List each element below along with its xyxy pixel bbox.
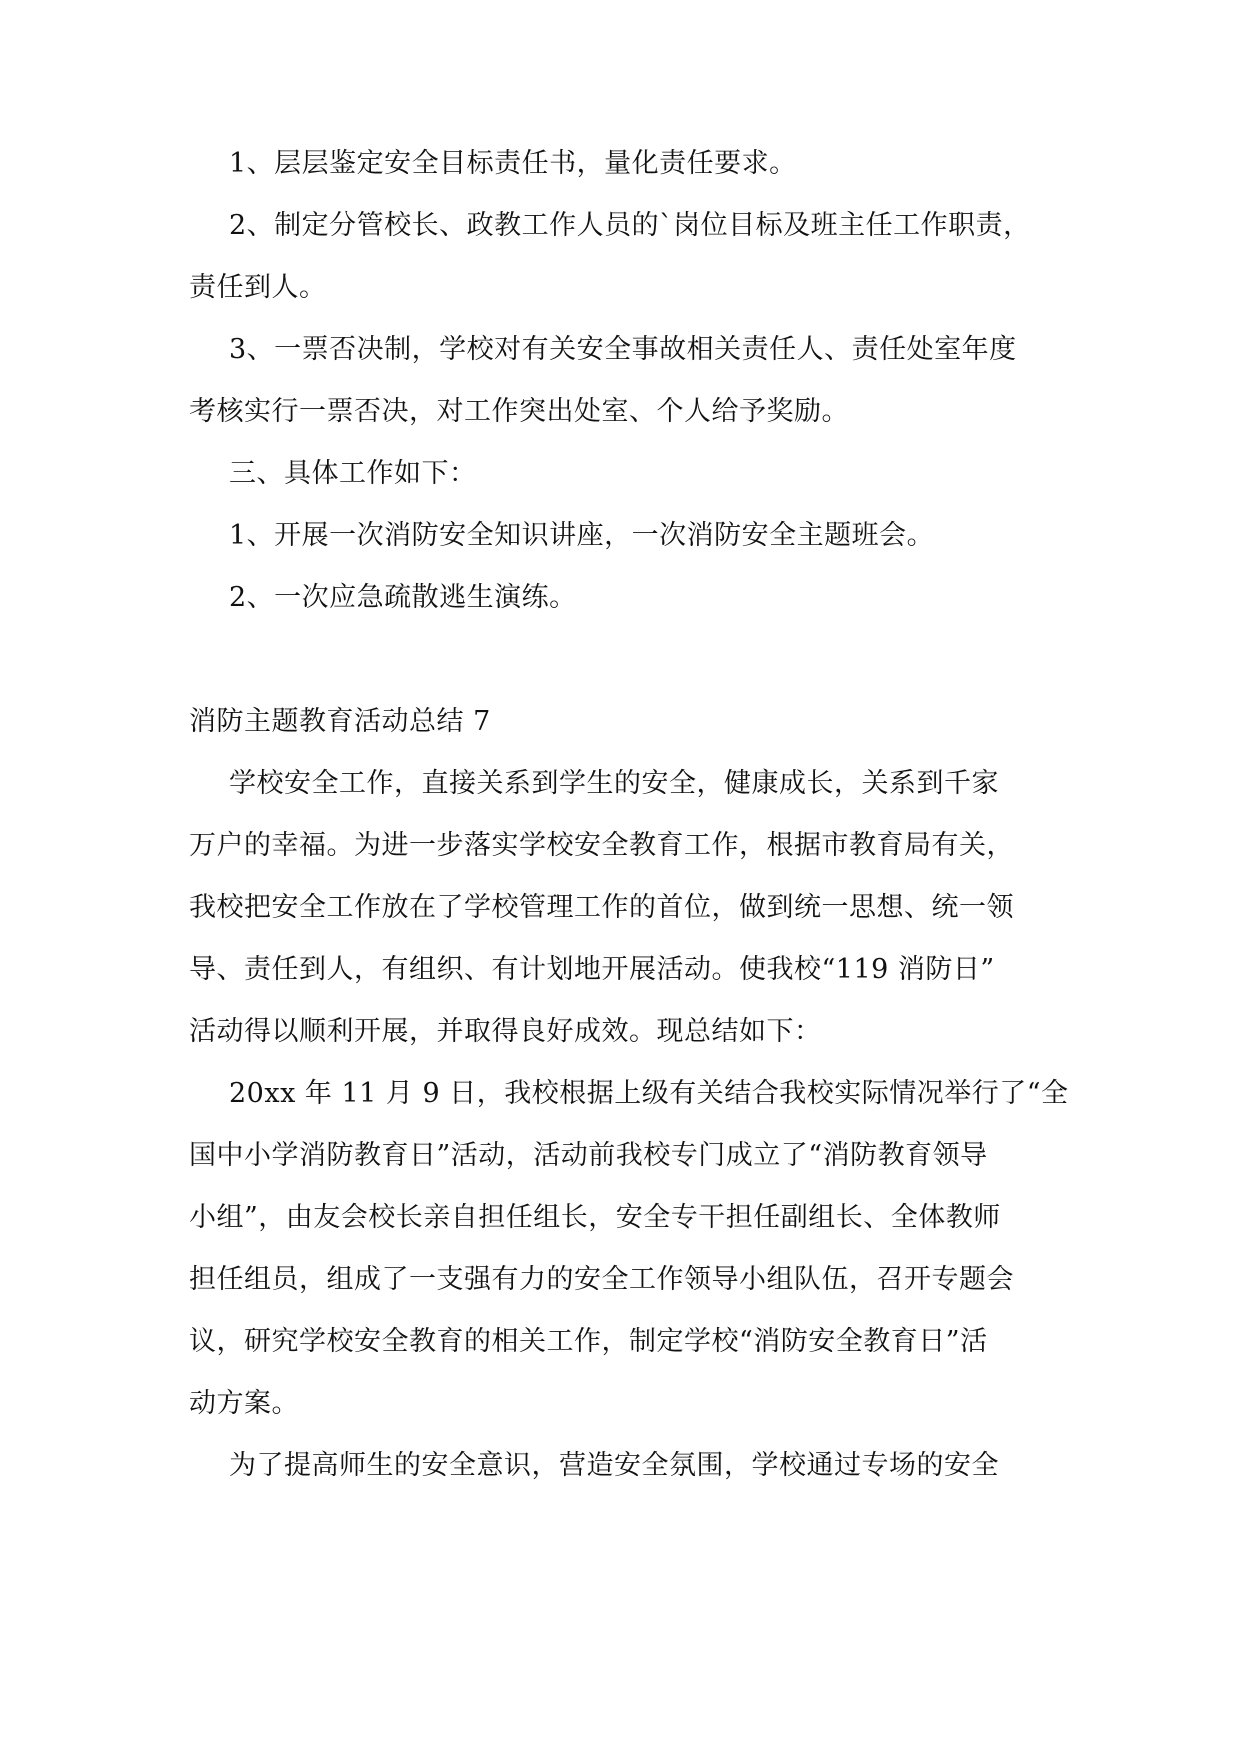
section-heading: 三、具体工作如下： <box>229 458 477 489</box>
paragraph-line: 责任到人。 <box>189 272 327 303</box>
paragraph-line: 国中小学消防教育日”活动，活动前我校专门成立了“消防教育领导 <box>189 1140 988 1171</box>
paragraph-line: 担任组员，组成了一支强有力的安全工作领导小组队伍，召开专题会 <box>189 1264 1014 1295</box>
paragraph-line: 议，研究学校安全教育的相关工作，制定学校“消防安全教育日”活 <box>189 1326 988 1357</box>
paragraph-line: 小组”，由友会校长亲自担任组长，安全专干担任副组长、全体教师 <box>189 1202 1001 1233</box>
paragraph-line: 1、层层鉴定安全目标责任书，量化责任要求。 <box>229 148 797 179</box>
paragraph-line: 3、一票否决制，学校对有关安全事故相关责任人、责任处室年度 <box>229 334 1017 365</box>
paragraph-line: 为了提高师生的安全意识，营造安全氛围，学校通过专场的安全 <box>229 1450 999 1481</box>
paragraph-line: 学校安全工作，直接关系到学生的安全，健康成长，关系到千家 <box>229 768 999 799</box>
paragraph-line: 20xx 年 11 月 9 日，我校根据上级有关结合我校实际情况举行了“全 <box>229 1078 1069 1109</box>
paragraph-line: 万户的幸福。为进一步落实学校安全教育工作，根据市教育局有关， <box>189 830 1014 861</box>
paragraph-line: 2、制定分管校长、政教工作人员的`岗位目标及班主任工作职责， <box>229 210 1031 241</box>
document-title: 消防主题教育活动总结 7 <box>189 706 491 737</box>
paragraph-line: 我校把安全工作放在了学校管理工作的首位，做到统一思想、统一领 <box>189 892 1014 923</box>
paragraph-line: 2、一次应急疏散逃生演练。 <box>229 582 577 613</box>
paragraph-line: 活动得以顺利开展，并取得良好成效。现总结如下： <box>189 1016 822 1047</box>
paragraph-line: 动方案。 <box>189 1388 299 1419</box>
paragraph-line: 考核实行一票否决，对工作突出处室、个人给予奖励。 <box>189 396 849 427</box>
paragraph-line: 导、责任到人，有组织、有计划地开展活动。使我校“119 消防日” <box>189 954 995 985</box>
paragraph-line: 1、开展一次消防安全知识讲座，一次消防安全主题班会。 <box>229 520 935 551</box>
